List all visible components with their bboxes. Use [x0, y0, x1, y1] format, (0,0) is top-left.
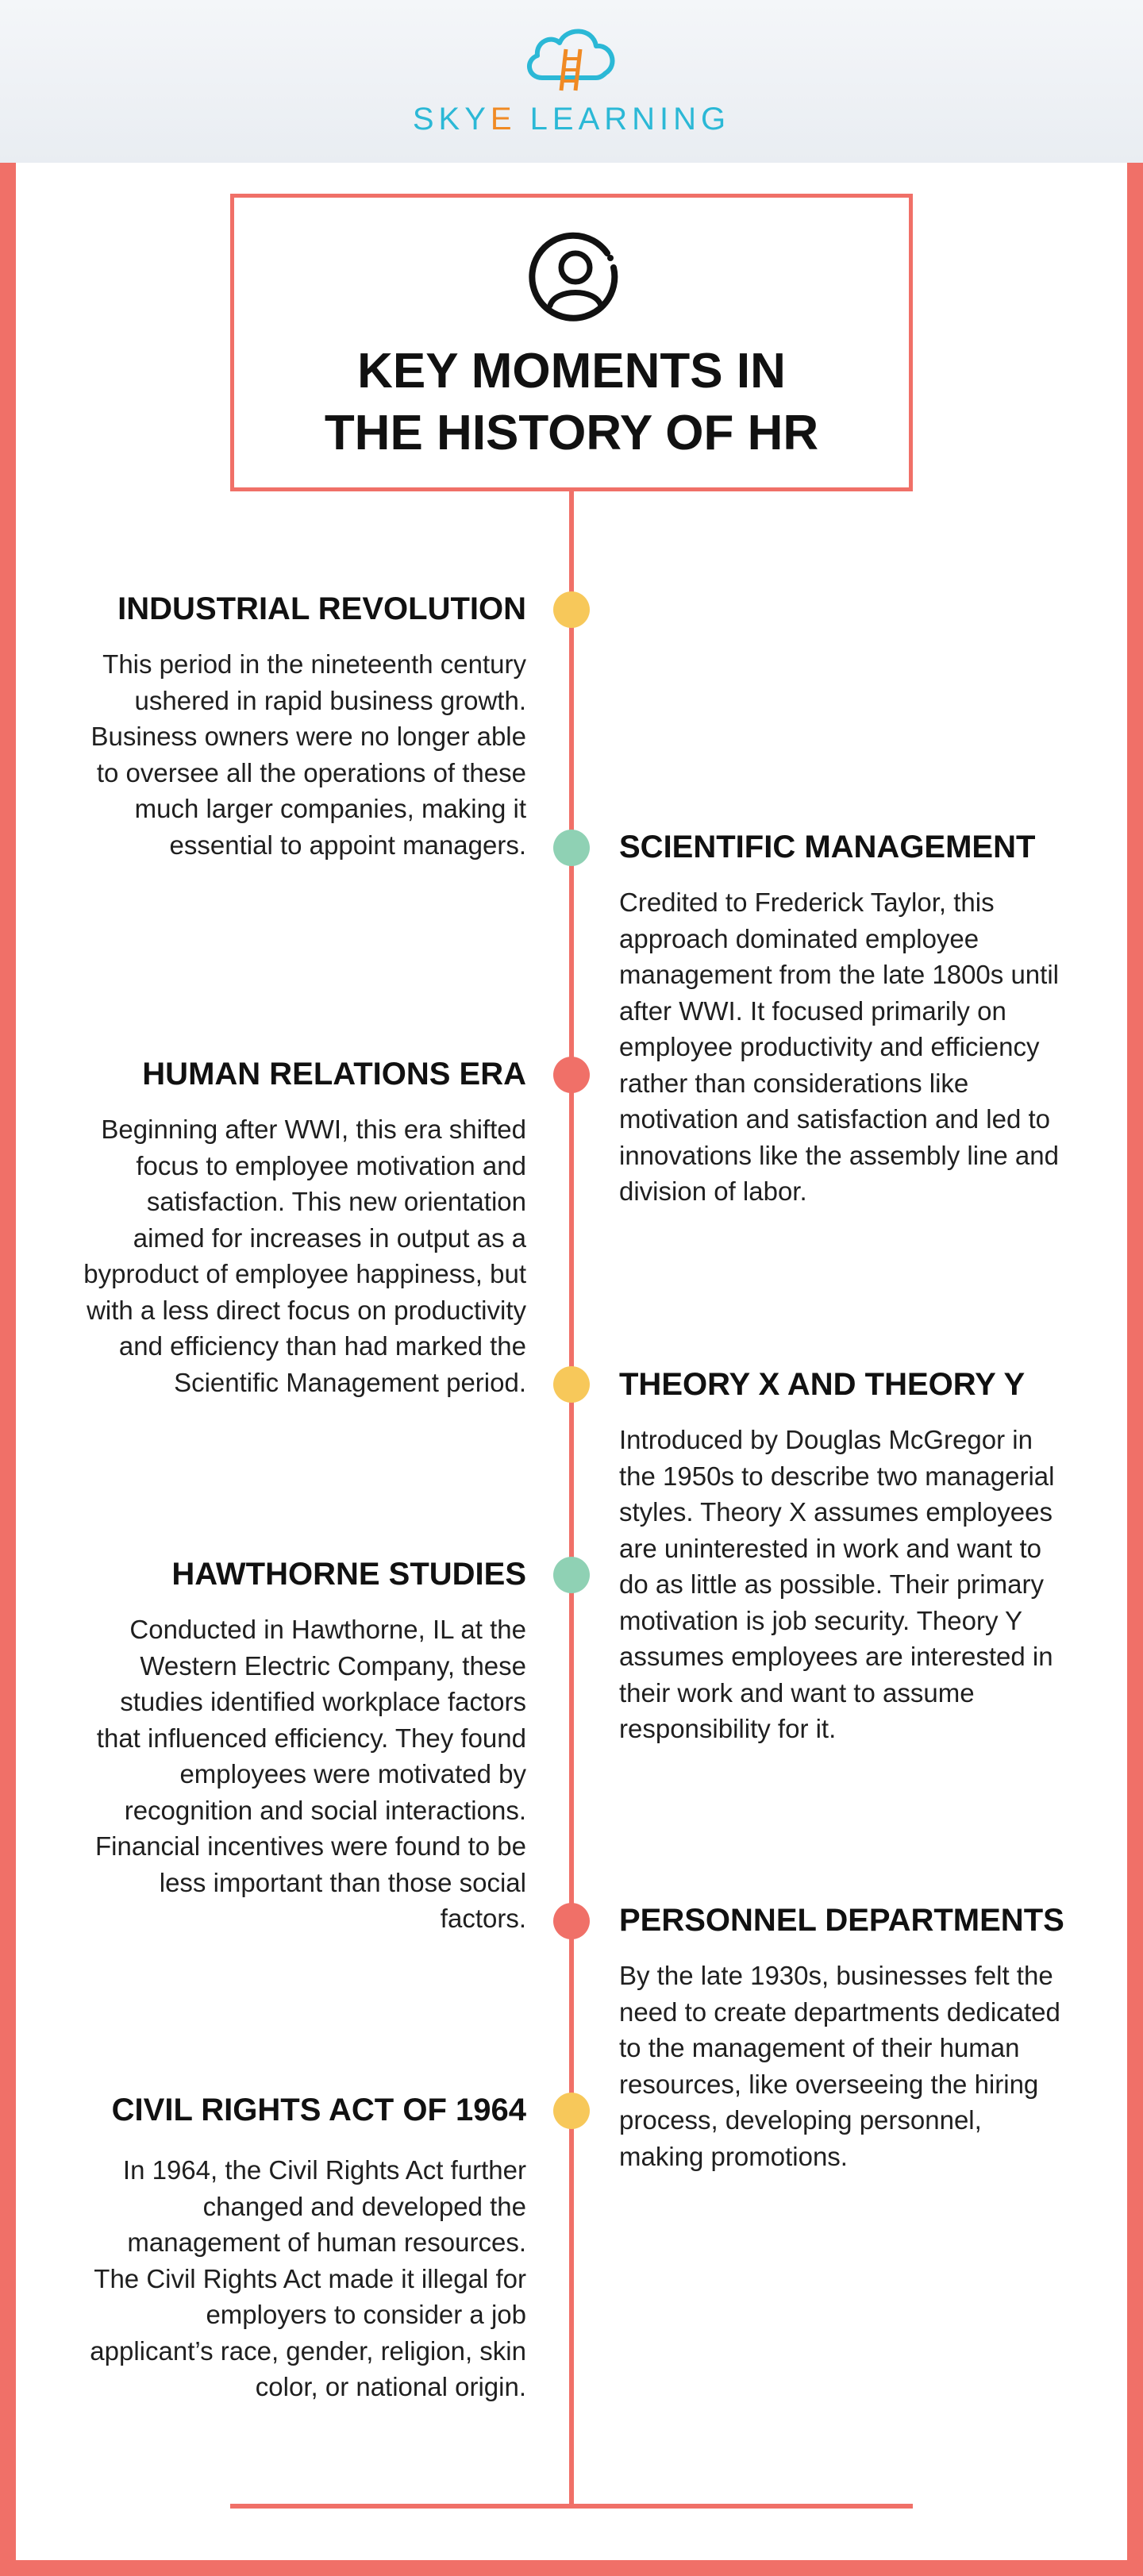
brand-word-2: LEARNING — [516, 102, 731, 137]
item-body: In 1964, the Civil Rights Act further changed and developed the management of human resources. The Civil Rights Act made it illegal for employers to consider a job applicant’s race, gender, religion, skin color, or national origin. — [90, 2155, 526, 2401]
timeline-item-scientific-management — [619, 827, 1064, 1210]
item-heading: SCIENTIFIC MANAGEMENT — [619, 830, 1036, 864]
title-line-1: KEY MOMENTS IN — [357, 344, 786, 399]
timeline-item-personnel-departments — [619, 1900, 1064, 2174]
timeline-baseline — [230, 2504, 913, 2509]
brand-word-1: SKY — [412, 102, 491, 137]
brand-name — [0, 102, 1143, 137]
timeline-dot-1 — [553, 591, 590, 628]
item-body: Introduced by Douglas McGregor in the 1950s to describe two managerial styles. Theory X assumes employees are uninterested in work and want to do as little as possible. Their primary motivation is job security. Theory Y assumes employees are interested in their work and want to assume responsibility for it. — [619, 1425, 1055, 1743]
timeline-item-civil-rights-act — [82, 2090, 526, 2405]
timeline-item-human-relations-era — [82, 1054, 526, 1400]
timeline-spine — [569, 491, 574, 2508]
timeline-item-hawthorne-studies — [82, 1554, 526, 1937]
timeline-dot-5 — [553, 1557, 590, 1593]
timeline-dot-4 — [553, 1366, 590, 1403]
timeline-item-theory-x-y — [619, 1365, 1064, 1747]
item-body: Conducted in Hawthorne, IL at the Western Electric Company, these studies identified workplace factors that influenced efficiency. They found employees were motivated by recognition and social interactions. Financial incentives were found to be less important than those social factors. — [95, 1615, 526, 1933]
item-heading: CIVIL RIGHTS ACT OF 1964 — [111, 2093, 526, 2127]
person-icon — [528, 229, 623, 325]
header — [0, 0, 1143, 163]
item-body: Beginning after WWI, this era shifted focus to employee motivation and satisfaction. This new orientation aimed for increases in output as a byproduct of employee happiness, but with a less direct focus on productivity and efficiency than had marked the Scientific Management period. — [83, 1115, 526, 1397]
item-heading: HAWTHORNE STUDIES — [171, 1557, 526, 1592]
item-heading: PERSONNEL DEPARTMENTS — [619, 1903, 1064, 1938]
timeline-dot-2 — [553, 830, 590, 866]
item-body: Credited to Frederick Taylor, this approach dominated employee management from the late 1800s until after WWI. It focused primarily on employee productivity and efficiency rather than considerations like motivation and satisfaction and led to innovations like the assembly line and division of labor. — [619, 888, 1059, 1206]
timeline-dot-3 — [553, 1057, 590, 1093]
title-box — [230, 194, 913, 491]
timeline-dot-7 — [553, 2093, 590, 2129]
item-body: By the late 1930s, businesses felt the need to create departments dedicated to the management of their human resources, like overseeing the hiring process, developing personnel, making promotions. — [619, 1961, 1060, 2171]
title-line-2: THE HISTORY OF HR — [324, 406, 819, 460]
item-body: This period in the nineteenth century ushered in rapid business growth. Business owners were no longer able to oversee all the operations of these much larger companies, making it essential to appoint managers. — [90, 649, 526, 860]
item-heading: INDUSTRIAL REVOLUTION — [117, 591, 526, 626]
brand-accent: E — [490, 102, 517, 137]
timeline-dot-6 — [553, 1903, 590, 1939]
item-heading: HUMAN RELATIONS ERA — [142, 1057, 526, 1092]
page-title — [234, 341, 909, 464]
cloud-ladder-icon — [520, 21, 623, 92]
timeline-item-industrial-revolution — [82, 589, 526, 863]
item-heading: THEORY X AND THEORY Y — [619, 1367, 1026, 1402]
